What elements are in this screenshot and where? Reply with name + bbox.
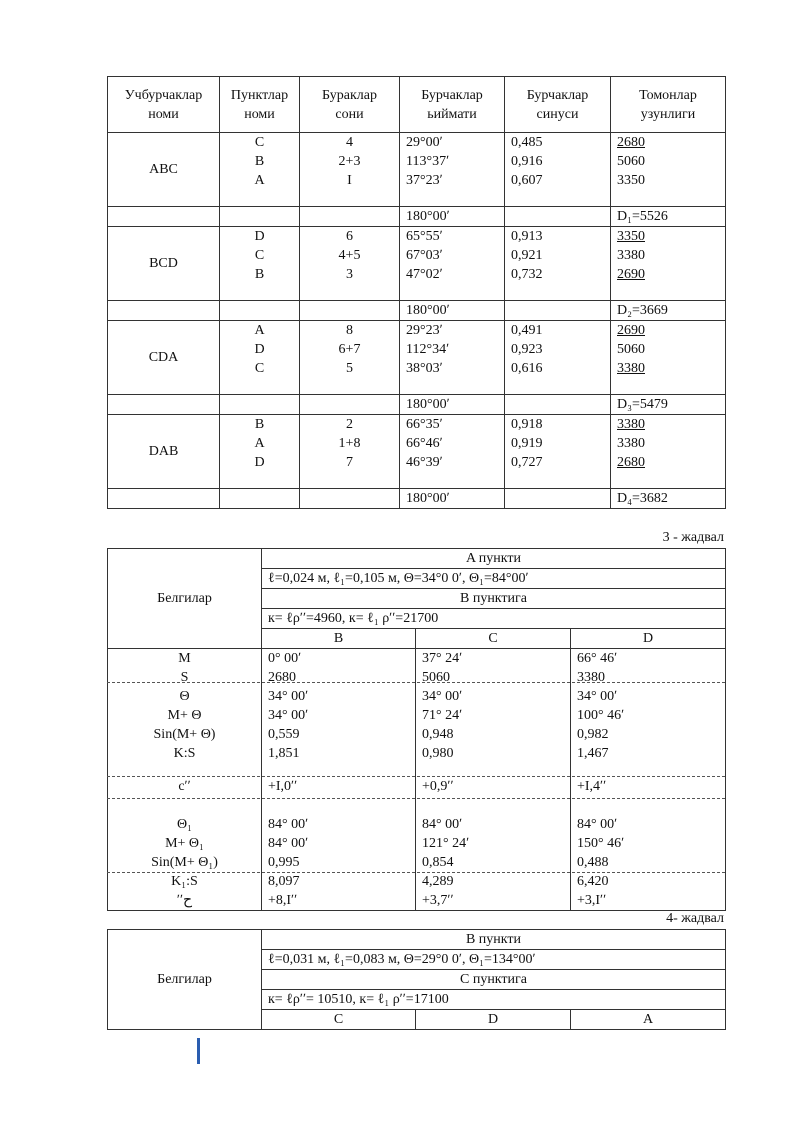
text-cursor	[197, 1038, 200, 1064]
angles-cell: 29°23ʹ 112°34ʹ 38°03ʹ	[400, 321, 505, 395]
dashed-separator	[107, 798, 725, 799]
table3-k-line: к= ℓρʹʹ=4960, к= ℓ₁ ρʹʹ=21700	[262, 609, 726, 629]
table3-label: Белгилар	[108, 549, 262, 649]
table3-col-header: C	[416, 629, 571, 649]
table3-col-b: 0° 00ʹ 2680 34° 00ʹ 34° 00ʹ 0,559 1,851 +I,0ʹʹ 84° 00ʹ 84° 00ʹ 0,995 8,097 +8,Iʹʹ	[262, 649, 416, 911]
counts-cell: 2 1+8 7	[300, 415, 400, 489]
sum-side: D₄=3682	[611, 489, 726, 509]
dashed-separator	[107, 682, 725, 683]
angles-table	[107, 76, 726, 509]
table4-caption: 4- жадвал	[666, 911, 724, 926]
counts-cell: 4 2+3 I	[300, 133, 400, 207]
sum-side: D₁=5526	[611, 207, 726, 227]
table4	[107, 929, 726, 1030]
sum-angle: 180°00ʹ	[400, 207, 505, 227]
table3-col-header: B	[262, 629, 416, 649]
sum-angle: 180°00ʹ	[400, 301, 505, 321]
sum-row	[108, 301, 726, 321]
table3-col-c: 37° 24ʹ 5060 34° 00ʹ 71° 24ʹ 0,948 0,980 +0,9ʹʹ 84° 00ʹ 121° 24ʹ 0,854 4,289 +3,7ʹʹ	[416, 649, 571, 911]
table4-params: ℓ=0,031 м, ℓ₁=0,083 м, Θ=29°0 0ʹ, Θ₁=134°00ʹ	[262, 950, 726, 970]
table3-point-title: A пункти	[262, 549, 726, 569]
triangle-row	[108, 227, 726, 301]
table3-col-d: 66° 46ʹ 3380 34° 00ʹ 100° 46ʹ 0,982 1,467 +I,4ʹʹ 84° 00ʹ 150° 46ʹ 0,488 6,420 +3,Iʹʹ	[571, 649, 726, 911]
table4-col-header: A	[571, 1010, 726, 1030]
sines-cell: 0,485 0,916 0,607	[505, 133, 611, 207]
dashed-separator	[107, 776, 725, 777]
sines-cell: 0,913 0,921 0,732	[505, 227, 611, 301]
sum-angle: 180°00ʹ	[400, 395, 505, 415]
table4-k-line: к= ℓρʹʹ= 10510, к= ℓ₁ ρʹʹ=17100	[262, 990, 726, 1010]
points-cell: C B A	[220, 133, 300, 207]
table3	[107, 548, 726, 911]
triangle-name: DAB	[108, 415, 220, 489]
header-count: Бураклар сони	[300, 77, 400, 133]
triangle-name: BCD	[108, 227, 220, 301]
points-cell: D C B	[220, 227, 300, 301]
header-side-length: Томонлар узунлиги	[611, 77, 726, 133]
header-point-name: Пунктлар номи	[220, 77, 300, 133]
points-cell: B A D	[220, 415, 300, 489]
sines-cell: 0,491 0,923 0,616	[505, 321, 611, 395]
triangle-name: CDA	[108, 321, 220, 395]
header-angle-sine: Бурчаклар синуси	[505, 77, 611, 133]
table3-caption: 3 - жадвал	[662, 530, 724, 545]
angles-cell: 65°55ʹ 67°03ʹ 47°02ʹ	[400, 227, 505, 301]
triangle-row	[108, 133, 726, 207]
table3-params: ℓ=0,024 м, ℓ₁=0,105 м, Θ=34°0 0ʹ, Θ₁=84°00ʹ	[262, 569, 726, 589]
counts-cell: 6 4+5 3	[300, 227, 400, 301]
sides-cell: 2680 5060 3350	[611, 133, 726, 207]
counts-cell: 8 6+7 5	[300, 321, 400, 395]
angles-cell: 66°35ʹ 66°46ʹ 46°39ʹ	[400, 415, 505, 489]
table4-point-title: B пункти	[262, 930, 726, 950]
sum-side: D₃=5479	[611, 395, 726, 415]
table3-target-title: B пунктига	[262, 589, 726, 609]
table4-target-title: C пунктига	[262, 970, 726, 990]
triangle-row	[108, 321, 726, 395]
table3-labels-cell: M S Θ M+ Θ Sin(M+ Θ) K:S cʹʹ Θ₁ M+ Θ₁ Sin(M+ Θ₁) K₁:S ʹʹح	[108, 649, 262, 911]
angles-table-header	[108, 77, 726, 133]
sum-angle: 180°00ʹ	[400, 489, 505, 509]
table4-col-header: C	[262, 1010, 416, 1030]
triangle-name: ABC	[108, 133, 220, 207]
sum-row	[108, 395, 726, 415]
header-angle-value: Бурчаклар ьиймати	[400, 77, 505, 133]
sum-side: D₂=3669	[611, 301, 726, 321]
sines-cell: 0,918 0,919 0,727	[505, 415, 611, 489]
sum-row	[108, 489, 726, 509]
sum-row	[108, 207, 726, 227]
table4-label: Белгилар	[108, 930, 262, 1030]
table4-col-header: D	[416, 1010, 571, 1030]
triangle-row	[108, 415, 726, 489]
angles-cell: 29°00ʹ 113°37ʹ 37°23ʹ	[400, 133, 505, 207]
points-cell: A D C	[220, 321, 300, 395]
dashed-separator	[107, 872, 725, 873]
sides-cell: 3350 3380 2690	[611, 227, 726, 301]
sides-cell: 2690 5060 3380	[611, 321, 726, 395]
sides-cell: 3380 3380 2680	[611, 415, 726, 489]
header-triangle-name: Учбурчаклар номи	[108, 77, 220, 133]
table3-col-header: D	[571, 629, 726, 649]
